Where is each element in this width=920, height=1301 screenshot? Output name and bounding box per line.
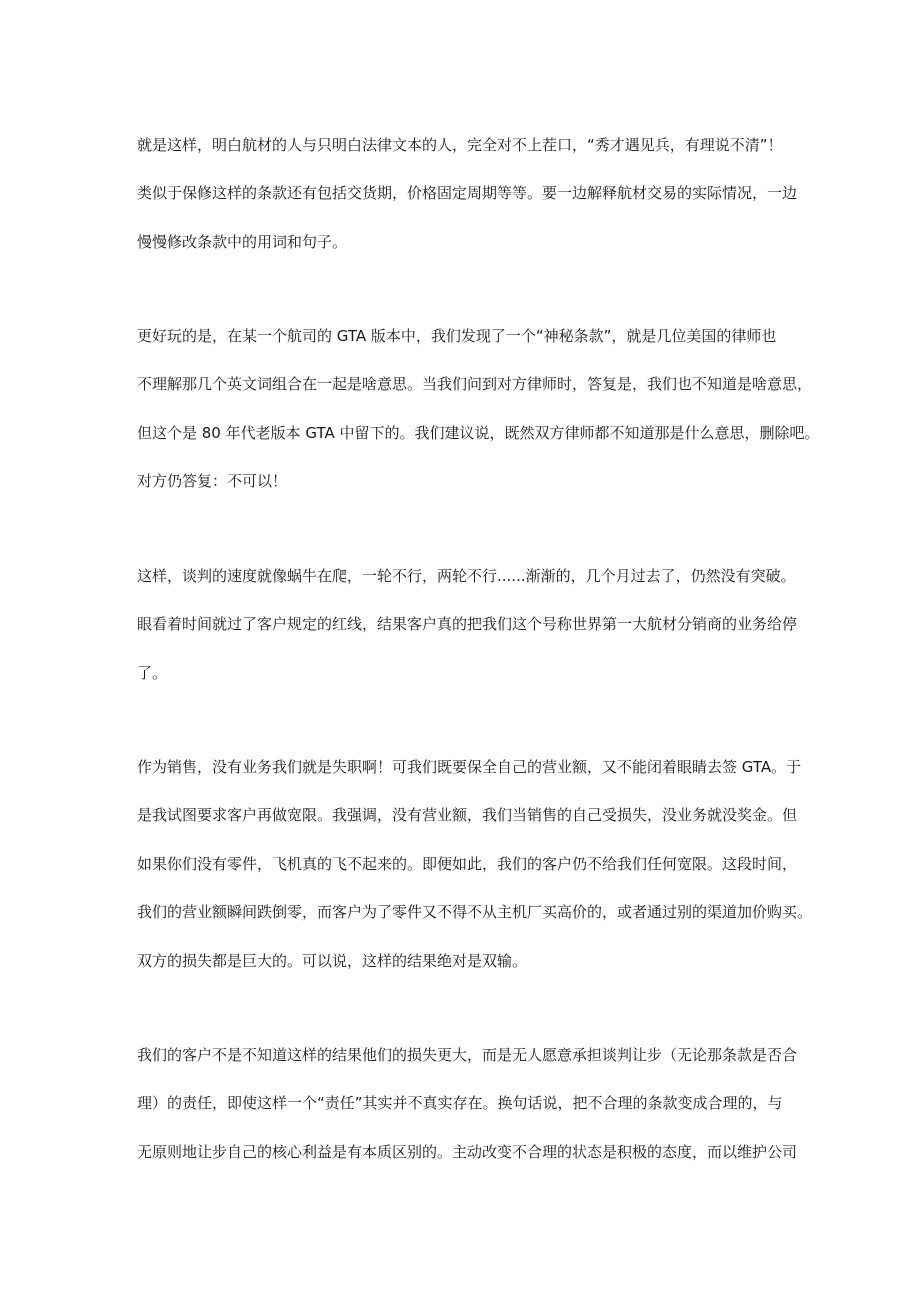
text-line: 更好玩的是，在某一个航司的 GTA 版本中，我们发现了一个“神秘条款”，就是几位美国的律师也 [137,327,777,345]
text-line: 我们的营业额瞬间跌倒零，而客户为了零件又不得不从主机厂买高价的，或者通过别的渠道加价购买。 [137,903,813,921]
text-line: 理）的责任，即使这样一个“责任”其实并不真实存在。换句话说，把不合理的条款变成合理的，与 [137,1094,783,1112]
text-line: 我们的客户不是不知道这样的结果他们的损失更大，而是无人愿意承担谈判让步（无论那条款是否合 [137,1046,798,1064]
text-line: 眼看着时间就过了客户规定的红线，结果客户真的把我们这个号称世界第一大航材分销商的业务给停 [137,615,798,633]
text-line: 但这个是 80 年代老版本 GTA 中留下的。我们建议说，既然双方律师都不知道那是什么意思，删除吧。 [137,424,820,442]
text-line: 就是这样，明白航材的人与只明白法律文本的人，完全对不上茬口，“秀才遇见兵，有理说不清”！ [137,136,783,154]
text-line: 是我试图要求客户再做宽限。我强调，没有营业额，我们当销售的自己受损失，没业务就没奖金。但 [137,806,798,824]
text-line: 这样，谈判的速度就像蜗牛在爬，一轮不行，两轮不行......渐渐的，几个月过去了，仍然没有突破。 [137,567,796,585]
text-line: 作为销售，没有业务我们就是失职啊！可我们既要保全自己的营业额，又不能闭着眼睛去签 GTA。于 [137,758,802,776]
text-line: 对方仍答复：不可以！ [137,472,288,490]
text-line: 类似于保修这样的条款还有包括交货期，价格固定周期等等。要一边解释航材交易的实际情况，一边 [137,184,798,202]
text-line: 了。 [137,664,168,682]
text-line: 如果你们没有零件，飞机真的飞不起来的。即便如此，我们的客户仍不给我们任何宽限。这段时间， [137,855,798,873]
text-line: 双方的损失都是巨大的。可以说，这样的结果绝对是双输。 [137,952,528,970]
text-line: 无原则地让步自己的核心利益是有本质区别的。主动改变不合理的状态是积极的态度，而以维护公司 [137,1143,798,1161]
text-line: 不理解那几个英文词组合在一起是啥意思。当我们问到对方律师时，答复是，我们也不知道是啥意思， [137,375,813,393]
text-line: 慢慢修改条款中的用词和句子。 [137,233,348,251]
